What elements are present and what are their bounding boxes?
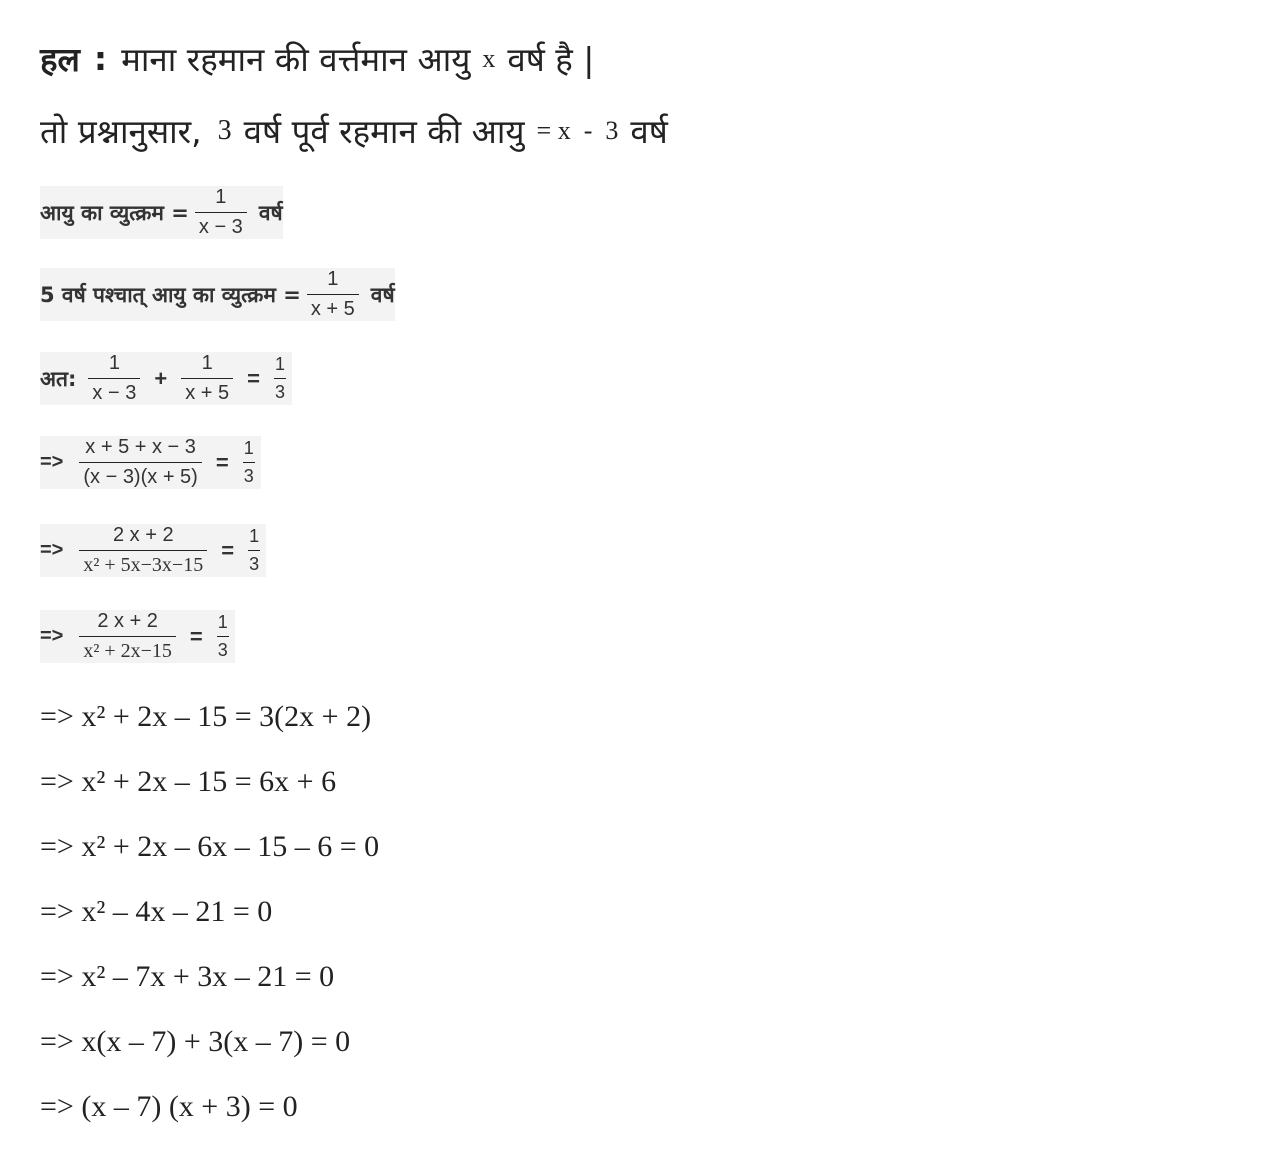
reciprocal-now-text: आयु का व्युत्क्रम = <box>40 200 189 225</box>
line-step-expand <box>40 524 266 577</box>
fraction-denominator: x + 5 <box>307 294 359 321</box>
line-intro <box>40 36 594 81</box>
equation-step-7: => (x – 7) (x + 3) = 0 <box>40 1090 298 1123</box>
fraction-1 <box>88 352 140 405</box>
simplified-fraction <box>79 610 176 663</box>
line-equation-setup <box>40 352 292 405</box>
fraction-numerator: 1 <box>243 438 254 459</box>
equation-step-5: => x² – 7x + 3x – 21 = 0 <box>40 960 335 993</box>
fraction-denominator: x² + 5x−3x−15 <box>79 550 207 577</box>
fraction-denominator: x² + 2x−15 <box>79 636 176 663</box>
fraction-denominator: x − 3 <box>195 212 247 239</box>
fraction-numerator: 1 <box>108 352 120 374</box>
combined-fraction <box>79 436 201 489</box>
equals-sign: = <box>221 537 235 563</box>
right-fraction <box>243 438 255 486</box>
fraction-denominator: 3 <box>217 636 229 661</box>
line-reciprocal-future <box>40 268 395 321</box>
fraction-numerator: 1 <box>274 354 285 375</box>
fraction-denominator: (x − 3)(x + 5) <box>79 462 201 489</box>
fraction-numerator: 2 x + 2 <box>97 610 158 632</box>
fraction-denominator: 3 <box>243 462 255 487</box>
equation-step-2: => x² + 2x – 15 = 6x + 6 <box>40 765 337 798</box>
fraction-numerator: 1 <box>327 268 339 290</box>
implies-arrow: => <box>40 539 64 561</box>
fraction-numerator: 1 <box>249 526 260 547</box>
equation-step-1: => x² + 2x – 15 = 3(2x + 2) <box>40 700 372 733</box>
intro-text: माना रहमान की वर्त्तमान आयु <box>121 40 471 79</box>
reciprocal-future-fraction <box>307 268 359 321</box>
solution-colon: : <box>93 39 108 78</box>
right-fraction <box>217 612 229 660</box>
fraction-denominator: x + 5 <box>181 378 233 405</box>
plus-sign: + <box>154 365 168 391</box>
expanded-fraction <box>79 524 207 577</box>
equation-step-6: => x(x – 7) + 3(x – 7) = 0 <box>40 1025 351 1058</box>
equals-sign: = <box>215 449 229 475</box>
intro-variable: x <box>482 43 496 73</box>
fraction-denominator: x − 3 <box>88 378 140 405</box>
condition-text-2: वर्ष पूर्व रहमान की आयु <box>243 112 525 151</box>
equation-step-3: => x² + 2x – 6x – 15 – 6 = 0 <box>40 830 380 863</box>
intro-tail: वर्ष है | <box>507 40 595 79</box>
reciprocal-now-fraction <box>195 186 247 239</box>
implies-arrow: => <box>40 451 64 473</box>
right-fraction <box>248 526 260 574</box>
line-step-simplify <box>40 610 235 663</box>
reciprocal-now-tail: वर्ष <box>258 200 283 225</box>
line-three-years-ago <box>40 108 668 153</box>
equation-step-4: => x² – 4x – 21 = 0 <box>40 895 273 928</box>
fraction-numerator: 1 <box>215 186 227 208</box>
fraction-3 <box>274 354 286 402</box>
equals-sign: = <box>247 365 260 391</box>
condition-tail: वर्ष <box>630 112 668 151</box>
solution-label: हल <box>40 40 80 79</box>
fraction-numerator: x + 5 + x − 3 <box>85 436 196 458</box>
line-reciprocal-now <box>40 186 283 239</box>
reciprocal-future-text: 5 वर्ष पश्चात् आयु का व्युत्क्रम = <box>40 282 301 307</box>
fraction-2 <box>181 352 233 405</box>
fraction-numerator: 2 x + 2 <box>112 524 174 546</box>
fraction-denominator: 3 <box>274 378 286 403</box>
therefore-text: अत: <box>40 366 77 391</box>
condition-number: 3 <box>217 114 232 146</box>
fraction-numerator: 1 <box>217 612 228 633</box>
equals-sign: = <box>189 623 203 649</box>
reciprocal-future-tail: वर्ष <box>370 282 395 307</box>
condition-text: तो प्रश्नानुसार, <box>40 112 202 151</box>
fraction-denominator: 3 <box>248 550 260 575</box>
condition-expression: = x - 3 <box>536 115 619 145</box>
line-step-combine <box>40 436 261 489</box>
implies-arrow: => <box>40 625 64 647</box>
fraction-numerator: 1 <box>201 352 213 374</box>
